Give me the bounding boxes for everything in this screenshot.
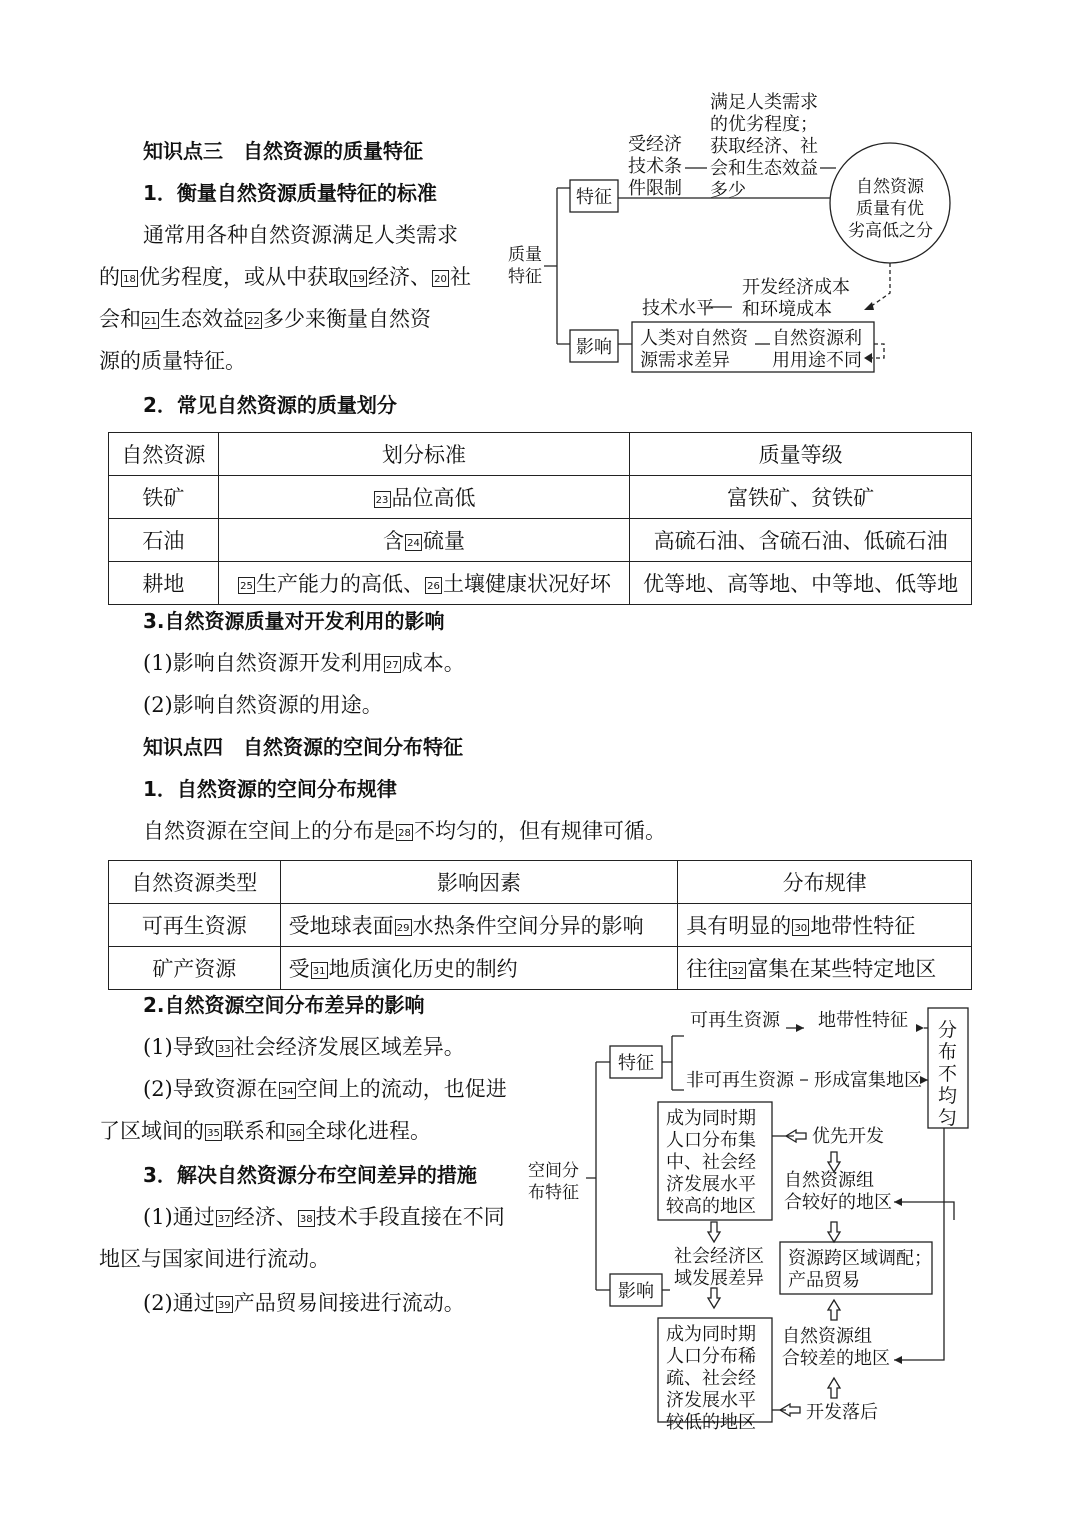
diagram2-influence: 影响 — [618, 1281, 654, 1302]
table-cell: 矿产资源 — [109, 947, 281, 990]
nonrenewable-label: 非可再生资源 — [686, 1070, 794, 1091]
blank-number: 26 — [425, 577, 442, 594]
section4-measure-1: (1)通过 37 经济、 38 技术手段直接在不同 — [143, 1205, 505, 1229]
table-row — [109, 476, 972, 519]
diagram2-root: 空间分 — [528, 1161, 579, 1181]
standard-line: 获取经济、社 — [710, 136, 818, 157]
diagram2-root: 布特征 — [528, 1183, 579, 1203]
distribution-table — [108, 860, 972, 990]
standard-line: 多少 — [710, 180, 746, 201]
blank-number: 21 — [142, 312, 159, 329]
blank-number: 18 — [121, 270, 138, 287]
section4-heading-3: 3．解决自然资源分布空间差异的措施 — [143, 1163, 477, 1187]
section3-heading-1: 1．衡量自然资源质量特征的标准 — [143, 181, 437, 205]
usage-line: 自然资源利 — [772, 328, 862, 349]
blank-number: 36 — [287, 1124, 304, 1141]
blank-number: 31 — [311, 962, 328, 979]
section3-item-1: (1)影响自然资源开发利用 27 成本。 — [143, 651, 465, 675]
circle-line: 劣高低之分 — [848, 221, 933, 241]
section4-heading-2: 2.自然资源空间分布差异的影响 — [143, 993, 425, 1017]
standard-line: 会和生态效益 — [710, 158, 818, 179]
uneven-char: 分 — [938, 1019, 958, 1041]
demand-line: 人类对自然资 — [640, 328, 748, 349]
table-header: 自然资源 — [109, 433, 219, 476]
section3-para-line-2: 的 18 优劣程度，或从中获取 19 经济、 20 社 — [99, 265, 471, 289]
low-area-line: 人口分布稀 — [666, 1346, 756, 1367]
section4-measure-1-cont: 地区与国家间进行流动。 — [99, 1247, 330, 1271]
circle-line: 质量有优 — [856, 199, 924, 219]
blank-number: 32 — [729, 962, 746, 979]
renewable-label: 可再生资源 — [690, 1010, 780, 1031]
usage-line: 用用途不同 — [772, 350, 862, 371]
demand-line: 源需求差异 — [640, 350, 730, 371]
table-row — [109, 904, 972, 947]
blank-number: 25 — [238, 577, 255, 594]
cost-line: 开发经济成本 — [742, 277, 850, 298]
section4-para: 自然资源在空间上的分布是 28 不均匀的，但有规律可循。 — [143, 819, 666, 843]
blank-number: 34 — [279, 1082, 296, 1099]
section4-item-1: (1)导致 33 社会经济发展区域差异。 — [143, 1035, 465, 1059]
table-cell: 含 24 硫量 — [218, 519, 629, 562]
table-cell: 往往 32 富集在某些特定地区 — [678, 947, 972, 990]
blank-number: 39 — [216, 1296, 233, 1313]
section4-title: 知识点四 自然资源的空间分布特征 — [143, 735, 463, 759]
table-header: 影响因素 — [280, 861, 678, 904]
section4-measure-2: (2)通过 39 产品贸易间接进行流动。 — [143, 1291, 465, 1315]
section3-heading-2: 2．常见自然资源的质量划分 — [143, 393, 397, 417]
transfer-line: 资源跨区域调配； — [788, 1248, 932, 1269]
section3-para-line-3: 会和 21 生态效益 22 多少来衡量自然资 — [99, 307, 431, 331]
blank-number: 35 — [205, 1124, 222, 1141]
section4-item-2: (2)导致资源在 34 空间上的流动，也促进 — [143, 1077, 507, 1101]
uneven-char: 匀 — [938, 1107, 958, 1129]
table-cell: 具有明显的 30 地带性特征 — [678, 904, 972, 947]
table-cell: 25 生产能力的高低、 26 土壤健康状况好坏 — [218, 562, 629, 605]
standard-line: 的优劣程度； — [710, 114, 818, 135]
zonal-label: 地带性特征 — [818, 1010, 908, 1031]
cost-line: 和环境成本 — [742, 299, 832, 320]
good-combo-line: 自然资源组 — [784, 1170, 874, 1191]
high-area-line: 人口分布集 — [666, 1130, 756, 1151]
blank-number: 38 — [298, 1210, 315, 1227]
blank-number: 23 — [374, 491, 391, 508]
table-cell: 可再生资源 — [109, 904, 281, 947]
table-row — [109, 947, 972, 990]
table-header: 质量等级 — [630, 433, 972, 476]
table-header-row — [109, 861, 972, 904]
lag-label: 开发落后 — [806, 1402, 878, 1423]
section4-item-2-cont: 了区域间的 35 联系和 36 全球化进程。 — [99, 1119, 431, 1143]
table-cell: 受 31 地质演化历史的制约 — [280, 947, 678, 990]
table-header: 划分标准 — [218, 433, 629, 476]
high-area-line: 济发展水平 — [666, 1174, 756, 1195]
high-area-line: 成为同时期 — [666, 1108, 756, 1129]
diagram2-feature: 特征 — [618, 1053, 654, 1074]
blank-number: 33 — [216, 1040, 233, 1057]
blank-number: 29 — [395, 919, 412, 936]
tech-label: 技术水平 — [642, 298, 714, 319]
low-area-line: 较低的地区 — [666, 1412, 756, 1433]
uneven-char: 均 — [938, 1085, 958, 1107]
blank-number: 27 — [384, 656, 401, 673]
high-area-line: 中、社会经 — [666, 1152, 756, 1173]
constraint-line: 受经济 — [628, 134, 682, 155]
table-header-row — [109, 433, 972, 476]
low-area-line: 济发展水平 — [666, 1390, 756, 1411]
low-area-line: 成为同时期 — [666, 1324, 756, 1345]
quality-diagram — [500, 88, 933, 388]
table-cell: 受地球表面 29 水热条件空间分异的影响 — [280, 904, 678, 947]
low-area-line: 疏、社会经 — [666, 1368, 756, 1389]
constraint-line: 技术条 — [628, 156, 682, 177]
table-cell: 耕地 — [109, 562, 219, 605]
enriched-label: 形成富集地区 — [814, 1070, 922, 1091]
table-row — [109, 562, 972, 605]
section4-heading-1: 1．自然资源的空间分布规律 — [143, 777, 397, 801]
table-header: 自然资源类型 — [109, 861, 281, 904]
regional-diff-line: 社会经济区 — [674, 1246, 764, 1267]
section3-para-line-4: 源的质量特征。 — [99, 349, 246, 373]
section3-item-2: (2)影响自然资源的用途。 — [143, 693, 383, 717]
table-cell: 优等地、高等地、中等地、低等地 — [630, 562, 972, 605]
blank-number: 19 — [350, 270, 367, 287]
constraint-line: 件限制 — [628, 178, 682, 199]
diagram1-influence: 影响 — [576, 337, 612, 358]
priority-label: 优先开发 — [812, 1126, 884, 1147]
section3-title: 知识点三 自然资源的质量特征 — [143, 139, 423, 163]
regional-diff-line: 域发展差异 — [674, 1268, 764, 1289]
transfer-line: 产品贸易 — [788, 1270, 860, 1291]
poor-combo-line: 合较差的地区 — [782, 1348, 890, 1369]
good-combo-line: 合较好的地区 — [784, 1192, 892, 1213]
diagram1-feature: 特征 — [576, 187, 612, 208]
quality-table — [108, 432, 972, 605]
standard-line: 满足人类需求 — [710, 92, 818, 113]
table-row — [109, 519, 972, 562]
uneven-char: 不 — [938, 1063, 958, 1085]
section3-para-line-1: 通常用各种自然资源满足人类需求 — [143, 223, 458, 247]
table-header: 分布规律 — [678, 861, 972, 904]
section3-heading-3: 3.自然资源质量对开发利用的影响 — [143, 609, 445, 633]
diagram1-root-line1: 质量特征 — [508, 245, 542, 287]
poor-combo-line: 自然资源组 — [782, 1326, 872, 1347]
high-area-line: 较高的地区 — [666, 1196, 756, 1217]
blank-number: 28 — [396, 824, 413, 841]
blank-number: 30 — [792, 919, 809, 936]
table-cell: 23 品位高低 — [218, 476, 629, 519]
blank-number: 37 — [216, 1210, 233, 1227]
blank-number: 20 — [432, 270, 449, 287]
blank-number: 22 — [245, 312, 262, 329]
table-cell: 富铁矿、贫铁矿 — [630, 476, 972, 519]
spatial-diagram — [524, 1000, 974, 1433]
table-cell: 石油 — [109, 519, 219, 562]
table-cell: 铁矿 — [109, 476, 219, 519]
table-cell: 高硫石油、含硫石油、低硫石油 — [630, 519, 972, 562]
uneven-char: 布 — [938, 1041, 958, 1063]
blank-number: 24 — [405, 534, 422, 551]
circle-line: 自然资源 — [856, 177, 924, 197]
